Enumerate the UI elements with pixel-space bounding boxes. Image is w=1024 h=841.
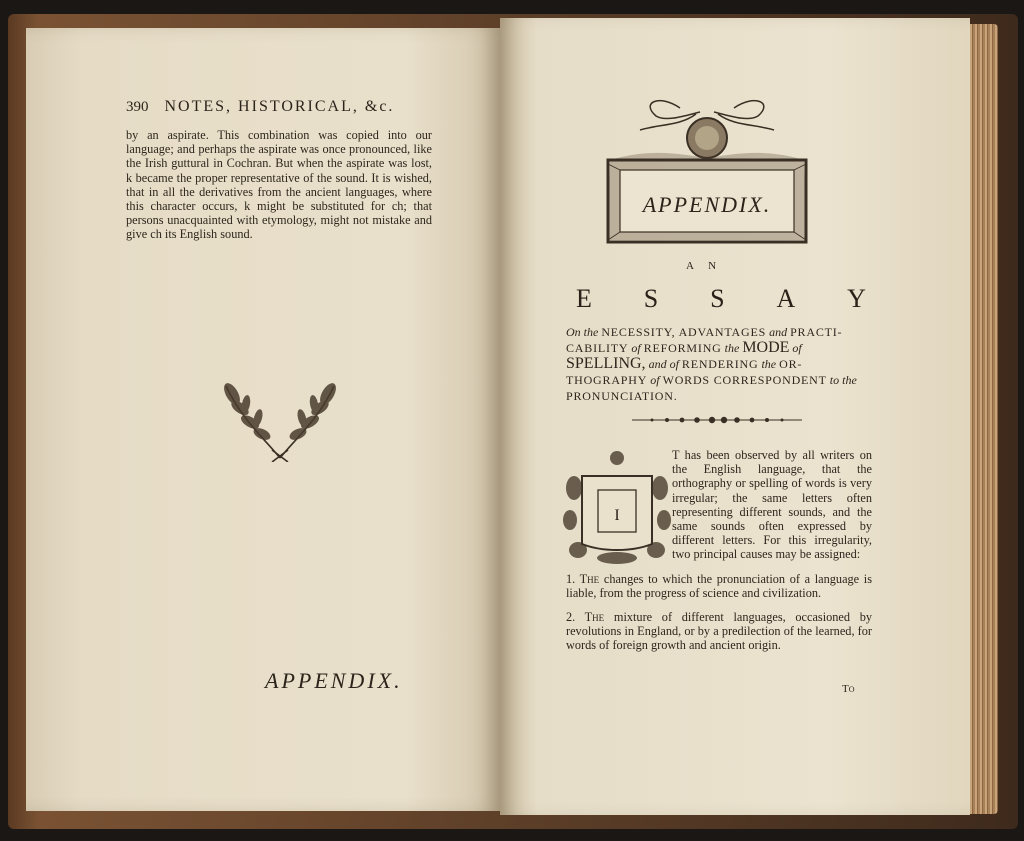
ribbon-medallion-cartouche-icon bbox=[600, 94, 814, 250]
cartouche-label: APPENDIX. bbox=[642, 192, 772, 217]
list-item-2: 2. The mixture of different languages, occasioned by revolutions in England, or by a predilection of the learned, for words of foreign growth and ancient origin. bbox=[566, 610, 873, 653]
ornamental-rule-icon bbox=[632, 416, 802, 424]
left-running-head bbox=[126, 98, 394, 116]
essay-letter: A bbox=[776, 284, 796, 313]
paragraph-1: T has been observed by all writers on the English language, that the orthography or spelling of words is very irregular; the same letters often representing different sounds, and the same sounds often expressed by different letters. For this irregularity, two principal causes may be assigned: bbox=[672, 448, 872, 562]
list-item-1: 1. The changes to which the pronunciation of a language is liable, from the progress of science and civilization. bbox=[566, 571, 872, 600]
essay-subtitle: On the NECESSITY, ADVANTAGES and PRACTI-CABILITY of REFORMING the MODE of SPELLING, and of RENDERING the OR-THOGRAPHY of WORDS CORRESPONDENT to the PRONUNCIATION. bbox=[566, 325, 857, 403]
an-heading: A N bbox=[685, 260, 723, 272]
essay-letter: Y bbox=[847, 284, 866, 313]
catchword: To bbox=[842, 683, 855, 695]
right-body-text bbox=[566, 448, 872, 663]
essay-letter: E bbox=[576, 284, 592, 313]
essay-letter: S bbox=[643, 284, 659, 313]
page-edges bbox=[968, 24, 998, 814]
left-appendix-word: APPENDIX. bbox=[265, 668, 403, 693]
laurel-branch-icon bbox=[212, 374, 348, 462]
left-body-text: by an aspirate. This combination was copied into our language; and perhaps the aspirate was once pronounced, like the Irish guttural in Cochran. But when the aspirate was lost, k became the proper representative of the sound. It is wished, that in all the derivatives from the ancient languages, where this character occurs, k might be substituted for ch; that persons unacquainted with etymology, might not mistake and give ch its English sound. bbox=[126, 128, 432, 242]
essay-title bbox=[576, 284, 866, 314]
essay-letter: S bbox=[710, 284, 725, 313]
page-number: 390 bbox=[126, 99, 149, 115]
running-head-title: NOTES, HISTORICAL, &c. bbox=[164, 98, 395, 115]
initial-letter: I bbox=[614, 507, 620, 524]
